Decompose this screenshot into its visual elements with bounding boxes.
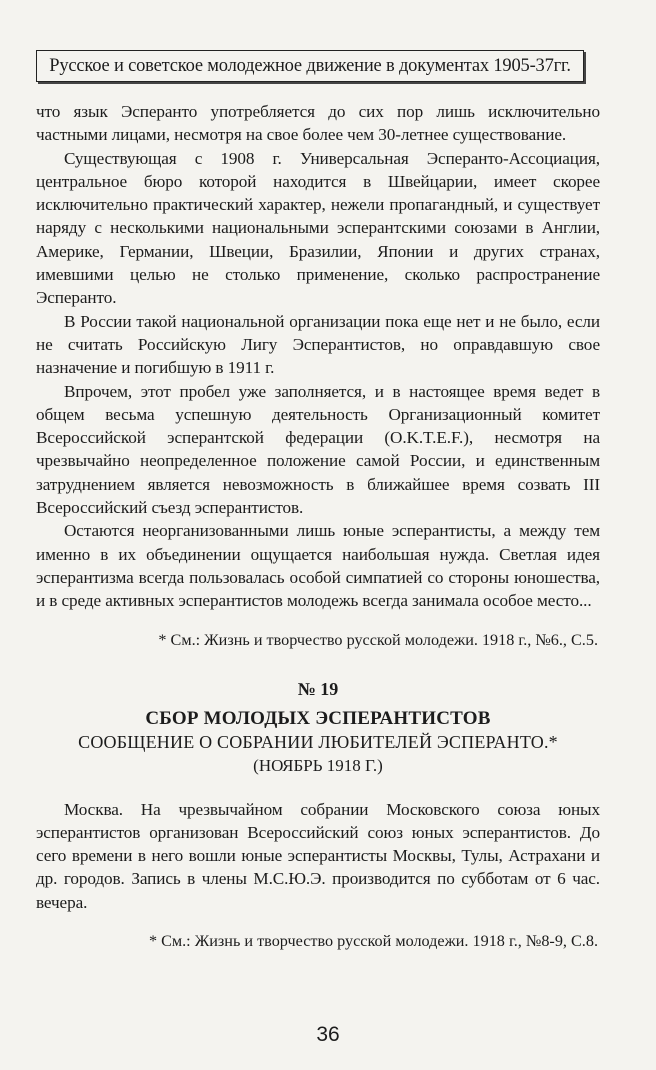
document-subtitle: СООБЩЕНИЕ О СОБРАНИИ ЛЮБИТЕЛЕЙ ЭСПЕРАНТО.* [78, 731, 558, 752]
document-title: СБОР МОЛОДЫХ ЭСПЕРАНТИСТОВ [145, 707, 491, 729]
paragraph-1: что язык Эсперанто употребляется до сих пор лишь исключительно частными лицами, несмотря на свое более чем 30-летнее существование. [36, 102, 600, 145]
paragraph-2: Существующая с 1908 г. Универсальная Эсперанто-Ассоциация, центральное бюро которой находится в Швейцарии, имеет скорее исключительно практический характер, нежели пропагандный, и существует наряду с несколькими национальными эсперантскими союзами в Англии, Америке, Германии, Швеции, Бразилии, Японии и других странах, имевшими целью не столько применение, сколько распространение Эсперанто. [36, 148, 600, 308]
document-number: № 19 [297, 678, 339, 699]
running-header: Русское и советское молодежное движение в документах 1905-37гг. [36, 50, 584, 82]
page-body [36, 100, 600, 952]
document-body: Москва. На чрезвычайном собрании Московского союза юных эсперантистов организован Всероссийский союз юных эсперантистов. До сего времени в него вошли юные эсперантисты Москвы, Тулы, Астрахани и др. городов. Запись в члены М.С.Ю.Э. производится по субботам от 6 час. вечера. [36, 799, 600, 912]
document-date: (НОЯБРЬ 1918 Г.) [253, 755, 383, 775]
paragraph-3: В России такой национальной организации пока еще нет и не было, если не считать Российскую Лигу Эсперантистов, но оправдавшую свое назначение и погибшую в 1911 г. [36, 311, 600, 378]
footnote-2: * См.: Жизнь и творчество русской молодежи. 1918 г., №8-9, С.8. [148, 932, 598, 951]
paragraph-4: Впрочем, этот пробел уже заполняется, и в настоящее время ведет в общем весьма успешную деятельность Организационный комитет Всероссийской эсперантской федерации (O.K.T.E.F.), несмотря на чрезвычайно неопределенное положение самой России, и единственным затруднением является невозможность в ближайшее время созвать III Всероссийский съезд эсперантистов. [36, 381, 600, 518]
paragraph-5: Остаются неорганизованными лишь юные эсперантисты, а между тем именно в их объединении ощущается наибольшая нужда. Светлая идея эсперантизма всегда пользовалась особой симпатией со стороны юношества, и в среде активных эсперантистов молодежь всегда занимала особое место... [36, 521, 600, 611]
page-number: 36 [316, 1023, 340, 1046]
footnote-1: * См.: Жизнь и творчество русской молодежи. 1918 г., №6., С.5. [158, 630, 598, 649]
